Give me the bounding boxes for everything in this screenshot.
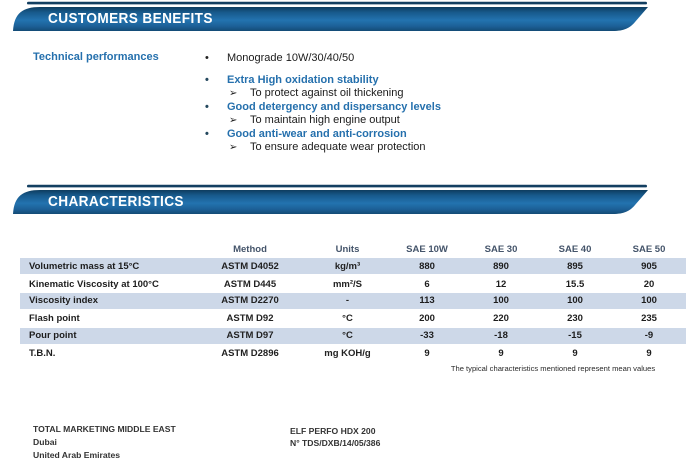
tds-number: N° TDS/DXB/14/05/386 [290, 438, 381, 448]
benefit-subitem [229, 141, 545, 154]
table-cell-property: Viscosity index [29, 295, 98, 307]
table-header-cell: SAE 10W [406, 243, 448, 255]
benefit-item [205, 101, 545, 114]
table-cell-value: -18 [494, 330, 508, 342]
table-header-cell: Method [233, 243, 267, 255]
table-cell-units: - [345, 295, 350, 307]
bullet-dot-icon: • [205, 128, 209, 140]
table-cell-units: mg KOH/g [324, 348, 371, 360]
benefit-text: To protect against oil thickening [250, 87, 404, 99]
table-row [20, 310, 686, 327]
benefit-text: Good anti-wear and anti-corrosion [227, 128, 407, 140]
company-country: United Arab Emirates [33, 449, 121, 460]
table-cell-value: 6 [424, 278, 430, 290]
banner-top-rule [27, 185, 647, 188]
benefit-text: To ensure adequate wear protection [250, 141, 426, 153]
table-cell-method: ASTM D4052 [221, 260, 279, 272]
bullet-dot-icon: • [205, 74, 209, 86]
table-header-cell: SAE 50 [632, 243, 666, 255]
table-cell-value: 880 [419, 260, 435, 272]
table-cell-property: Volumetric mass at 15°C [29, 260, 140, 272]
table-cell-units: kg/m³ [334, 260, 361, 272]
banner-top-rule [27, 2, 647, 5]
table-cell-value: 113 [419, 295, 435, 307]
table-cell-value: 235 [641, 313, 657, 325]
table-cell-value: 100 [493, 295, 509, 307]
table-cell-units: °C [342, 330, 353, 342]
table-cell-value: -15 [568, 330, 582, 342]
table-cell-value: 9 [572, 348, 578, 360]
table-cell-units: °C [342, 313, 353, 325]
table-cell-value: 220 [493, 313, 509, 325]
table-cell-value: 890 [493, 260, 509, 272]
table-header-cell: SAE 30 [484, 243, 518, 255]
footer-product-block [290, 425, 380, 449]
bullet-dot-icon: • [205, 101, 209, 113]
table-cell-method: ASTM D92 [226, 313, 274, 325]
table-cell-value: 15.5 [565, 278, 585, 290]
table-cell-units: mm²/S [332, 278, 363, 290]
table-cell-method: ASTM D2270 [221, 295, 279, 307]
arrow-bullet-icon: ➢ [229, 142, 238, 153]
table-cell-value: 230 [567, 313, 583, 325]
arrow-bullet-icon: ➢ [229, 115, 238, 126]
benefits-list [205, 52, 545, 154]
table-cell-method: ASTM D445 [223, 278, 277, 290]
table-header-row [20, 240, 686, 258]
benefit-item [205, 74, 545, 87]
product-name: ELF PERFO HDX 200 [290, 426, 376, 436]
table-cell-property: Kinematic Viscosity at 100°C [29, 278, 159, 290]
characteristics-banner [0, 183, 700, 217]
benefit-text: To maintain high engine output [250, 114, 400, 126]
table-cell-value: 200 [419, 313, 435, 325]
table-row [20, 293, 686, 310]
benefit-text: Monograde 10W/30/40/50 [227, 52, 355, 64]
table-row [20, 258, 686, 275]
table-cell-value: -33 [420, 330, 434, 342]
table-cell-value: 100 [567, 295, 583, 307]
table-cell-value: 20 [643, 278, 655, 290]
table-cell-value: 9 [498, 348, 504, 360]
table-note: The typical characteristics mentioned represent mean values [450, 364, 656, 373]
table-row [20, 328, 686, 345]
benefit-item [205, 128, 545, 141]
table-cell-property: Pour point [29, 330, 77, 342]
footer-address-block [33, 423, 176, 461]
table-cell-value: 905 [641, 260, 657, 272]
table-row [20, 345, 686, 362]
table-cell-value: 9 [646, 348, 652, 360]
company-city: Dubai [33, 436, 57, 447]
characteristics-table [20, 240, 686, 362]
benefit-text: Good detergency and dispersancy levels [227, 101, 441, 113]
customers-benefits-banner [0, 0, 700, 34]
table-cell-value: 9 [424, 348, 430, 360]
table-row [20, 275, 686, 292]
table-cell-value: 12 [495, 278, 507, 290]
benefit-item [205, 52, 545, 65]
table-cell-value: -9 [644, 330, 654, 342]
bullet-dot-icon: • [205, 52, 209, 64]
table-cell-property: Flash point [29, 313, 80, 325]
table-cell-value: 895 [567, 260, 583, 272]
benefit-subitem [229, 114, 545, 127]
customers-benefits-title: CUSTOMERS BENEFITS [48, 11, 213, 27]
table-header-cell: Units [335, 243, 360, 255]
benefit-subitem [229, 87, 545, 100]
benefit-text: Extra High oxidation stability [227, 74, 379, 86]
company-name: TOTAL MARKETING MIDDLE EAST [33, 424, 176, 434]
table-cell-method: ASTM D2896 [221, 348, 279, 360]
technical-performances-label: Technical performances [33, 51, 159, 63]
arrow-bullet-icon: ➢ [229, 88, 238, 99]
table-cell-property: T.B.N. [29, 348, 56, 360]
characteristics-title: CHARACTERISTICS [48, 194, 184, 210]
table-header-cell: SAE 40 [558, 243, 592, 255]
table-cell-method: ASTM D97 [226, 330, 274, 342]
table-cell-value: 100 [641, 295, 657, 307]
